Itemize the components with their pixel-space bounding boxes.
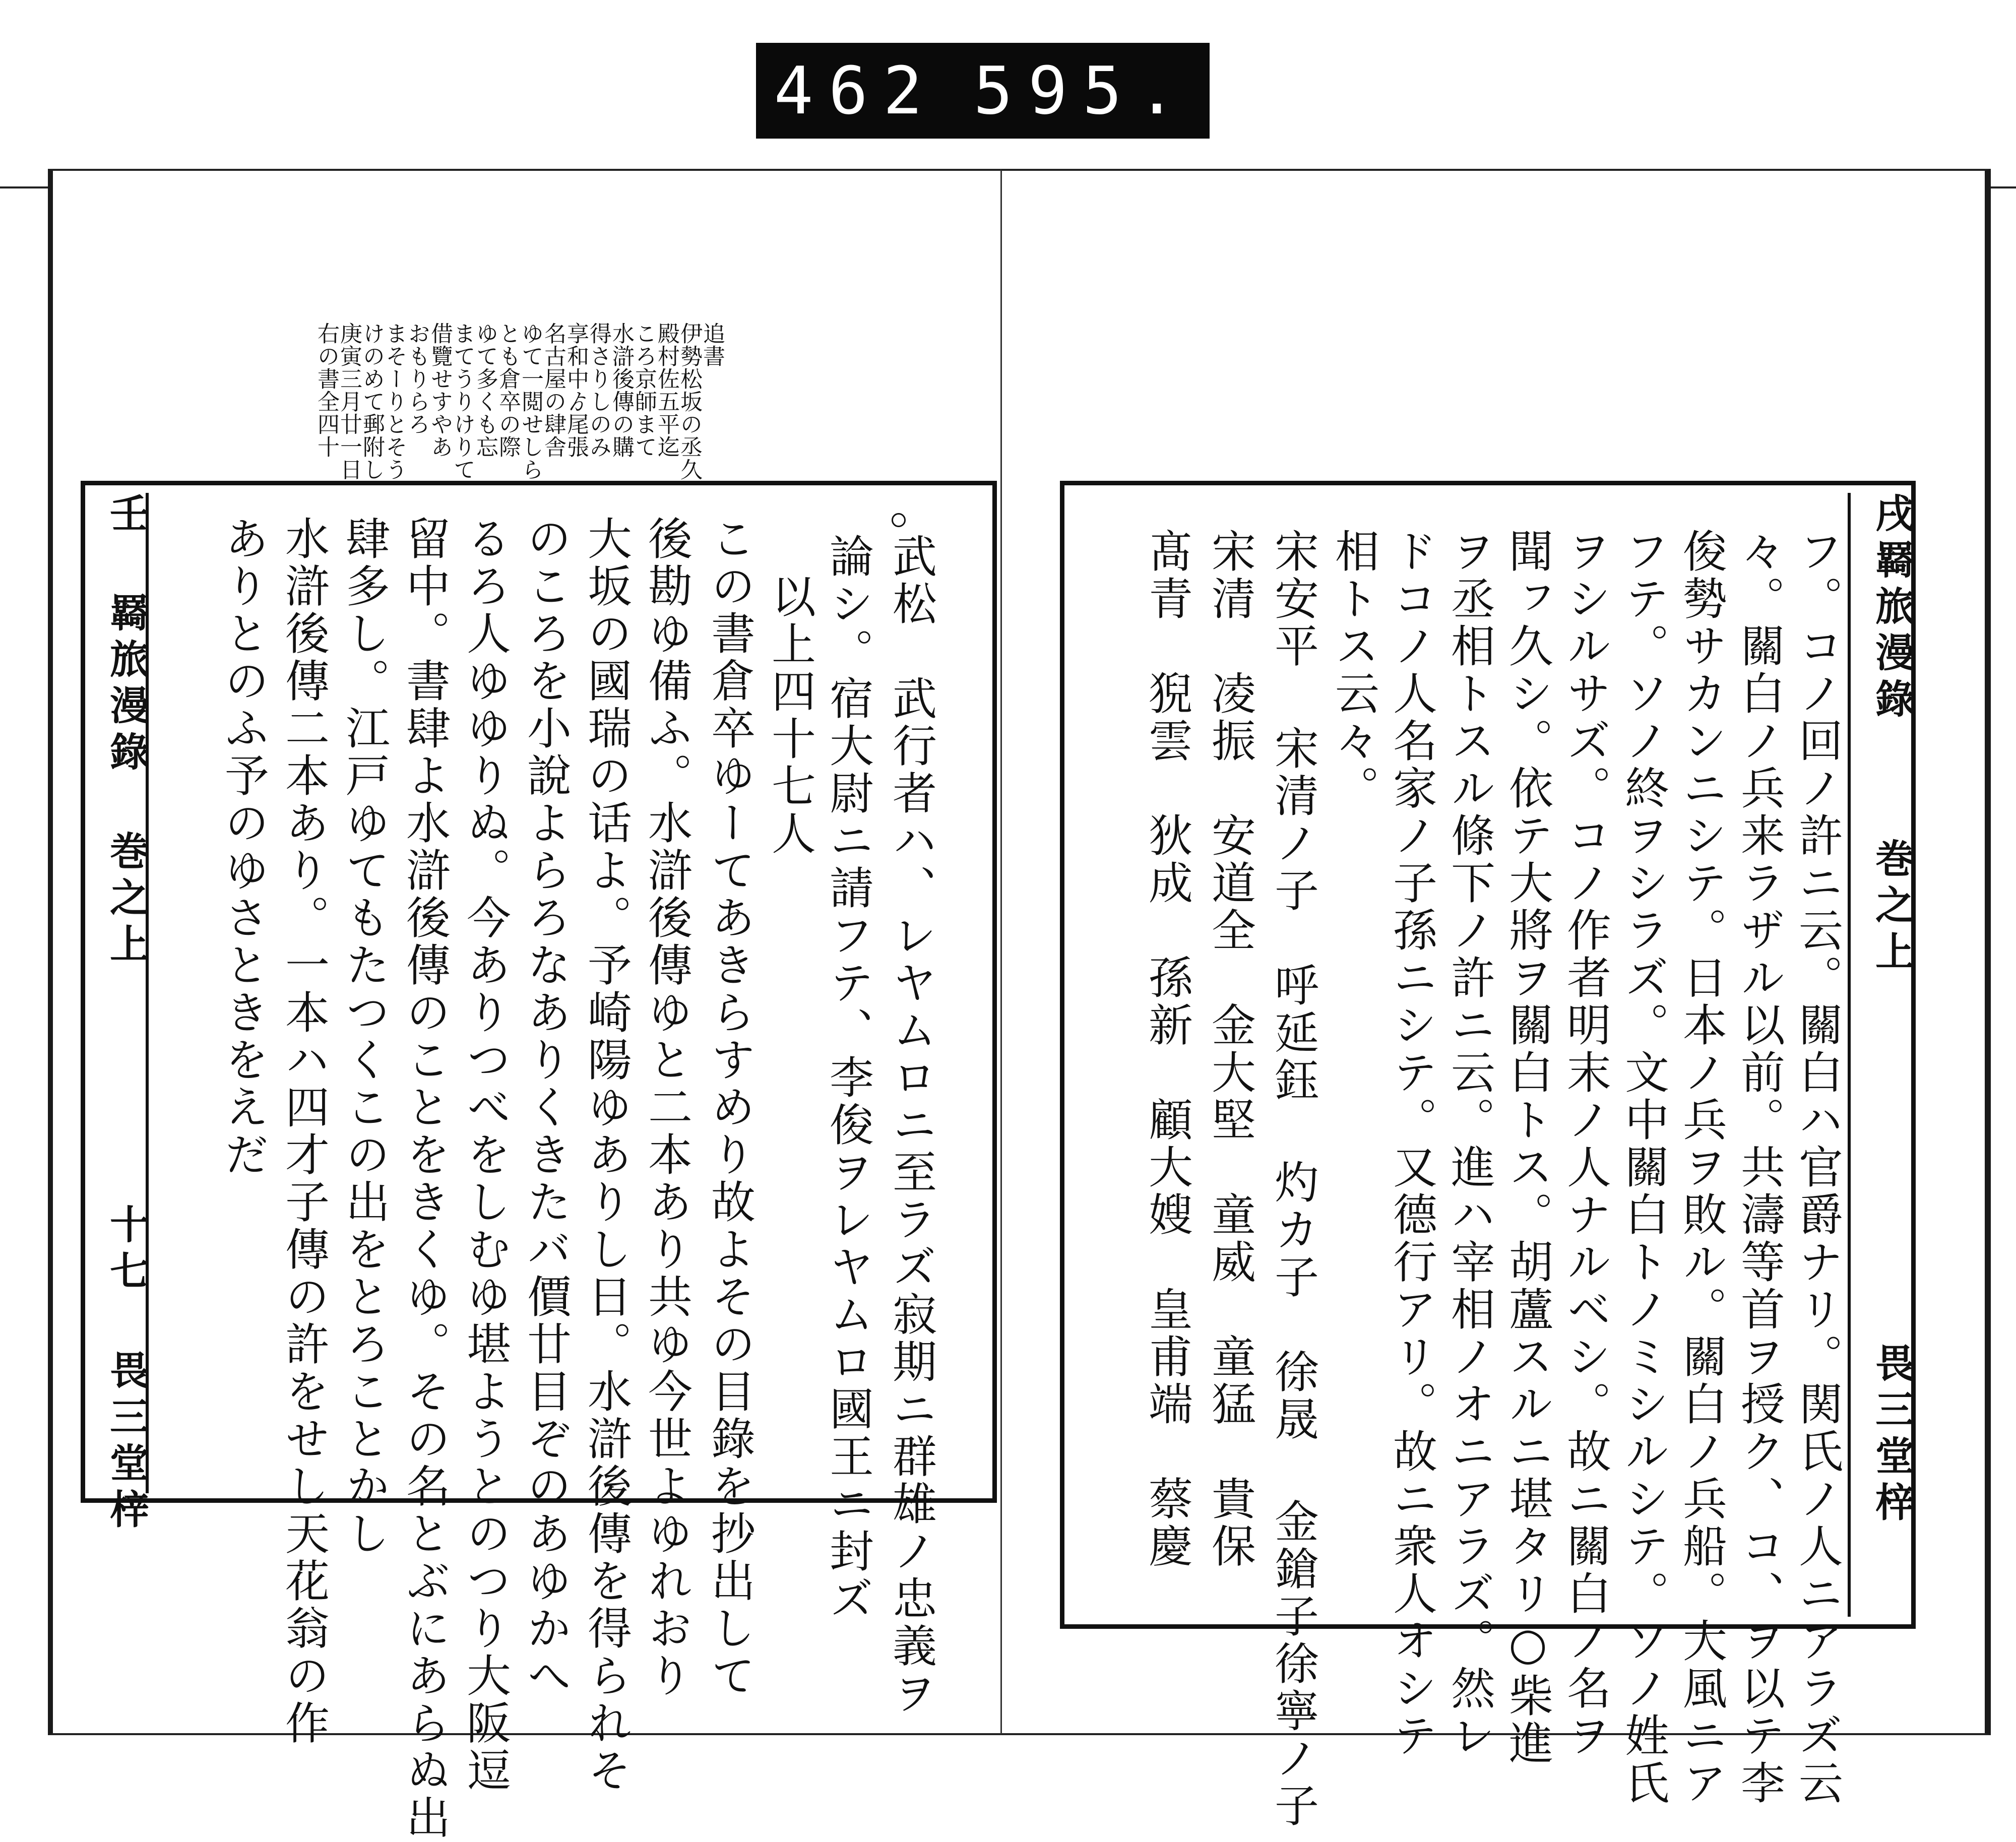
postscript-line: 名古屋の肆舎 [540,322,566,458]
text-column: 留中。書肆よ水滸後傳のことをきくゆ。その名とぶにあらぬ出 [399,516,451,1842]
postscript-line: 右の書全四十 [313,322,339,458]
postscript-line: 水滸後傳の購 [608,322,634,458]
left-text-frame [81,481,997,1842]
archive-number-right: 595. [973,52,1192,129]
postscript-line: まてうりけりて [450,322,475,481]
archive-label-strip [756,43,1210,139]
text-column: 水滸後傳二本あり。一本ハ四才子傳の許をせし天花翁の作 [278,516,330,1747]
postscript-line: 享和中ゟ尾張 [563,322,589,458]
margin-publisher: 畏三堂梓 [1869,1343,1915,1528]
right-text-frame [1060,481,1916,1830]
left-margin-band [86,493,149,1535]
text-column: 々。關白ノ兵来ラザル以前。共濤等首ヲ授ク、コ、ヲ以テ李 [1734,528,1786,1807]
postscript-line: ころ京師まて [631,322,657,458]
postscript-line: 伊勢松坂の丞久 [676,322,702,481]
postscript-line: 得さりしのみ [586,322,611,458]
margin-volume: 巻之上 [1869,838,1915,977]
text-column: 肆多し。江戸ゆてもたつくこの出をとろことかし [339,516,391,1558]
margin-publisher: 畏三堂梓 [103,1350,149,1535]
postscript-line: 追書 [699,322,725,367]
text-column: 聞ㇷ久シ。依テ大將ヲ關白トス。胡蘆スルニ堪タリ○柴進 [1502,528,1554,1767]
text-column: のころを小說よらろなありくきたバ價廿目ぞのあゆかへ [520,516,572,1700]
book-spread [48,169,1993,1842]
postscript-line: 殿村佐五平迄 [654,322,679,458]
emphasis-circle-mark [892,513,906,527]
character-list-column: 宋清 凌振 安道全 金大堅 童威 童猛 貴保 [1205,528,1256,1570]
text-column: ドコノ人名家ノ子孫ニシテ。又德行アリ。故ニ衆人オシテ [1386,528,1438,1760]
text-column: この書倉卒ゆーてあきらすめり故よその目錄を抄出して [704,516,756,1700]
postscript-line: けのめて郵附し [359,322,385,481]
archive-number-left: 462 [774,52,938,129]
postscript-line: おもりらろ [404,322,430,435]
text-column: 相トス云々。 [1328,528,1380,812]
text-column: 武松 武行者ハ、レヤムロニ至ラズ寂期ニ群雄ノ忠義ヲ [886,533,937,1718]
left-page [48,169,1005,1842]
postscript-line: ゆて一閲せしら [518,322,543,481]
text-column: ありとのふ予のゆさときをえだ [218,516,270,1179]
postscript-line: まそーりとそう [382,322,407,481]
postscript-line: 庚寅三月廿一日 [336,322,362,481]
margin-book-title: 戌羇旅漫錄 [1869,493,1915,725]
postscript-line: ゆて多くも忘 [472,322,498,458]
postscript-line: 借覽せすやあ [427,322,453,458]
character-list-column: 髙青 猊雲 狄成 孫新 顧大嫂 皇甫端 蔡慶 [1142,528,1193,1570]
margin-top-mark: 壬 [103,493,149,539]
text-column: るろ人ゆゆりぬ。今ありつべをしむゆ堪ようとのつり大阪逗 [460,516,512,1795]
text-column: フテ。ソノ終ヲシラズ。文中關白トノミシルシテ。ソノ姓氏 [1618,528,1670,1807]
text-column: ヲシルサズ。コノ作者明末ノ人ナルベシ。故ニ關白ノ名ヲ [1560,528,1612,1760]
text-column: 俊勢サカンニシテ。日本ノ兵ヲ敗ル。關白ノ兵船。大風ニア [1676,528,1728,1807]
text-column: 以上四十七人 [765,574,816,858]
margin-book-title: 羇旅漫錄 [103,592,149,778]
margin-folio-number: 十七 [103,1204,149,1297]
right-margin-band [1848,493,1915,1617]
right-page [1000,169,1991,1830]
text-column: ヲ丞相トスル條下ノ許ニ云。進ハ宰相ノオニアラズ。然レ [1444,528,1496,1760]
text-column: フ。コノ回ノ許ニ云。關白ハ官爵ナリ。関氏ノ人ニアラズ云 [1792,528,1844,1807]
character-list-column: 宋安平 宋清ノ子 呼延鈺 灼カ子 徐晟 金鎗子徐寧ノ子 [1268,528,1319,1830]
text-column: 大坂の國瑞の话よ。予崎陽ゆありし日。水滸後傳を得られそ [581,516,633,1795]
text-column: 後勘ゆ備ふ。水滸後傳ゆと二本あり共ゆ今世よゆれおり [641,516,693,1700]
postscript-line: とも倉卒の際 [495,322,521,458]
text-column: 論シ。宿大尉ニ請フテ、李俊ヲレヤムロ國王ニ封ズ [823,533,874,1623]
margin-volume: 巻之上 [103,831,149,970]
